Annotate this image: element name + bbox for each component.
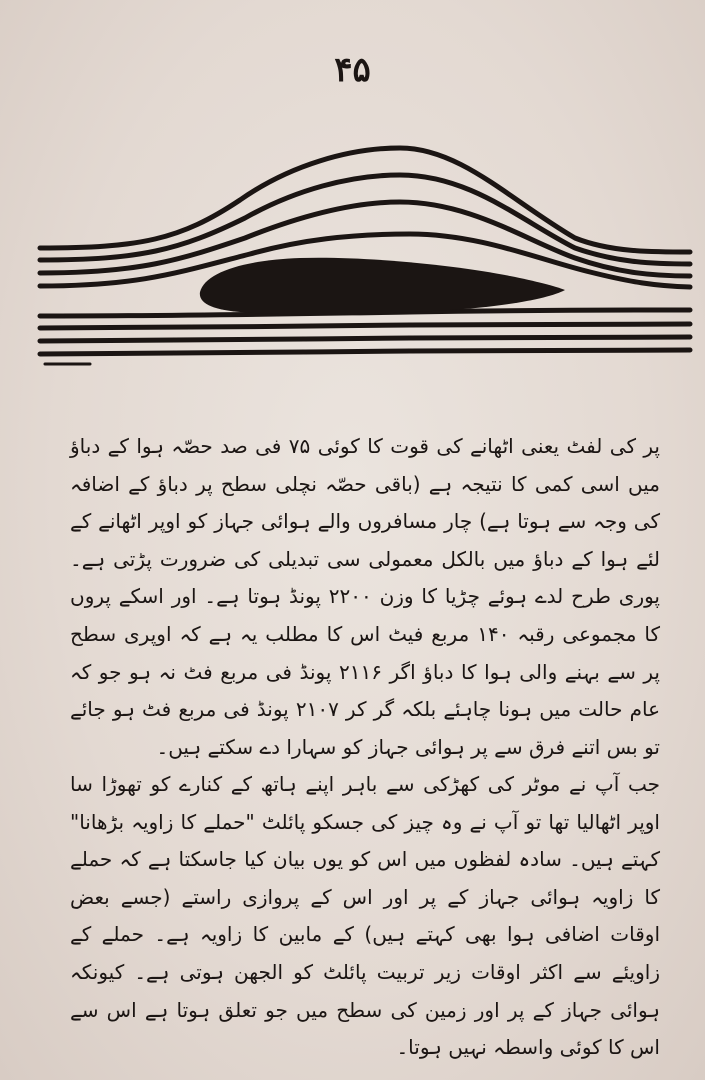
airfoil-wing-section: [200, 258, 565, 315]
body-paragraph-2: [70, 766, 660, 1060]
paragraph-text: پر کی لفٹ یعنی اٹھانے کی قوت کا کوئی ۷۵ فی صد حصّہ ہوا کے دباؤ میں اسی کمی کا نتیجہ ہے (باقی حصّہ نچلی سطح پر دباؤ کے اضافہ کی وجہ سے ہوتا ہے) چار مسافروں والے ہوائی جہاز کو اوپر اٹھانے کے لئے ہوا کے دباؤ میں بالکل معمولی سی تبدیلی کی ضرورت پڑتی ہے۔ پوری طرح لدے ہوئے چڑیا کا وزن ۲۲۰۰ پونڈ ہوتا ہے۔ اور اسکے پروں کا مجموعی رقبہ ۱۴۰ مربع فیٹ اس کا مطلب یہ ہے کہ اوپری سطح پر سے بہنے والی ہوا کا دباؤ اگر ۲۱۱۶ پونڈ فی مربع فٹ نہ ہو جو کہ عام حالت میں ہونا چاہئے بلکہ گر کر ۲۱۰۷ پونڈ فی مربع فٹ ہو جائے تو بس اتنے فرق سے پر ہوائی جہاز کو سہارا دے سکتے ہیں۔: [70, 434, 661, 759]
page-number: ۴۵: [334, 50, 371, 90]
streamline-2: [40, 175, 690, 264]
streamline-6: [40, 324, 690, 328]
streamline-7: [40, 337, 690, 341]
paragraph-text: جب آپ نے موٹر کی کھڑکی سے باہر اپنے ہاتھ کے کنارے کو تھوڑا سا اوپر اٹھالیا تھا تو آپ نے وہ چیز کی جسکو پائلٹ "حملے کا زاویہ بڑھانا" کہتے ہیں۔ سادہ لفظوں میں اس کو یوں بیان کیا جاسکتا ہے کہ حملے کا زاویہ ہوائی جہاز کے پر اور اس کے پروازی راستے (جسے بعض اوقات اضافی ہوا بھی کہتے ہیں) کے مابین کا زاویہ ہے۔ حملے کے زاویئے سے اکثر اوقات زیر تربیت پائلٹ کو الجھن ہوتی ہے۔ کیونکہ ہوائی جہاز کے پر اور زمین کی سطح میں جو تعلق ہوتا ہے اس سے اس کا کوئی واسطہ نہیں ہوتا۔: [70, 772, 660, 1060]
streamline-8: [40, 350, 690, 354]
airfoil-streamlines-diagram: [30, 140, 695, 380]
body-paragraph-1: [70, 428, 660, 763]
